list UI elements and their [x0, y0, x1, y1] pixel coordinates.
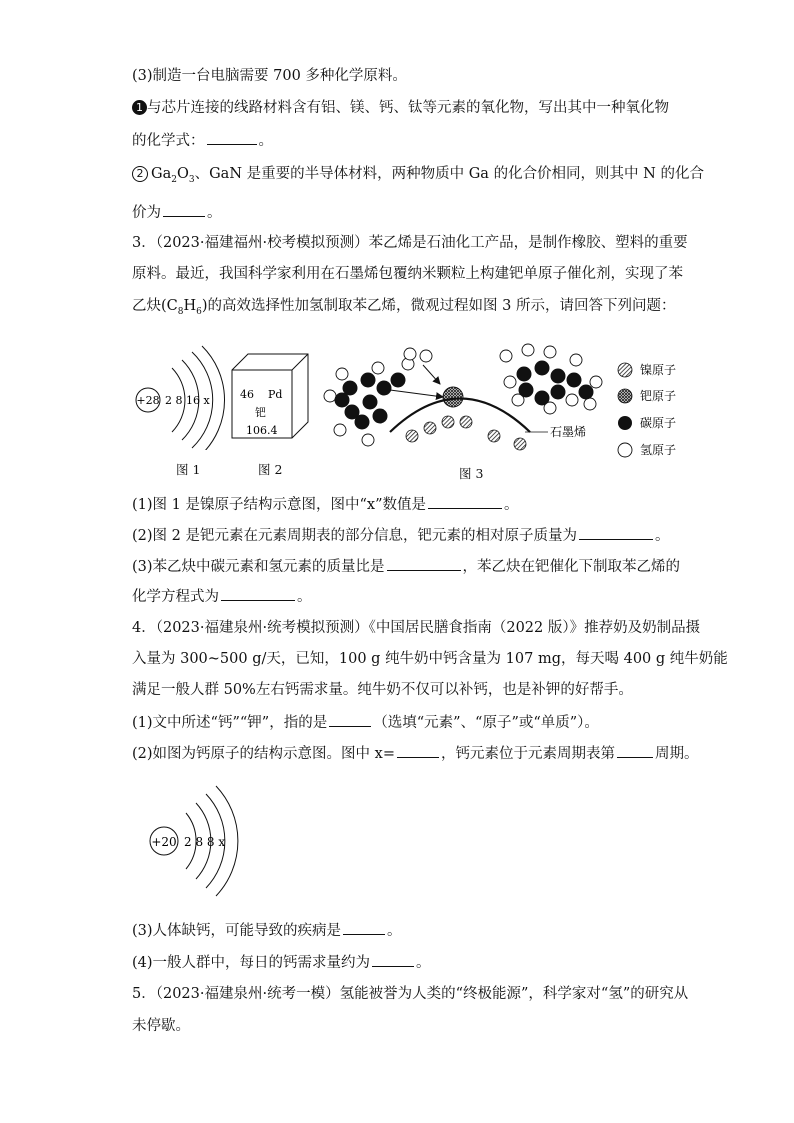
text-line: (2)图 2 是钯元素在元素周期表的部分信息，钯元素的相对原子质量为 。	[132, 525, 669, 546]
answer-blank[interactable]	[329, 712, 371, 727]
answer-blank[interactable]	[163, 202, 205, 217]
atom-legend	[614, 358, 694, 468]
hydrogen-atom	[584, 398, 596, 410]
circled-number: 1	[132, 100, 147, 115]
hydrogen-atom	[324, 390, 336, 402]
carbon-atom	[519, 383, 534, 398]
legend-label-hydrogen: 氢原子	[640, 443, 677, 457]
figure-caption: 图 2	[258, 462, 283, 477]
hydrogen-atom	[504, 376, 516, 388]
circled-number: 2	[132, 166, 148, 182]
carbon-atom	[391, 373, 406, 388]
answer-blank[interactable]	[221, 586, 295, 601]
answer-blank[interactable]	[579, 525, 653, 540]
carbon-atom	[567, 373, 582, 388]
carbon-atom	[373, 409, 388, 424]
answer-blank[interactable]	[397, 743, 439, 758]
question-heading: 4．（2023·福建泉州·统考模拟预测）《中国居民膳食指南（2022 版）》推荐奶及奶制品摄	[132, 620, 701, 636]
answer-blank[interactable]	[617, 743, 653, 758]
carbon-atom	[535, 391, 550, 406]
hydrogen-atom	[500, 350, 512, 362]
element-name: 钯	[255, 406, 266, 419]
text-line: 化学方程式为 。	[132, 586, 312, 607]
answer-blank[interactable]	[372, 952, 414, 967]
hydrogen-atom	[420, 350, 432, 362]
hydrogen-atom	[334, 424, 346, 436]
nickel-atom	[424, 422, 436, 434]
carbon-atom	[335, 393, 350, 408]
text-line: 1 与芯片连接的线路材料含有铝、镁、钙、钛等元素的氧化物，写出其中一种氧化物	[132, 98, 669, 118]
hydrogen-atom	[570, 354, 582, 366]
text-line: 2 $Ga_2O_3$、GaN 是重要的半导体材料，两种物质中 Ga 的化合价相同，则其中 N 的化合	[132, 164, 704, 190]
shell-electrons: 2 8 8 x	[184, 835, 226, 849]
answer-blank[interactable]	[343, 920, 385, 935]
hydrogen-atom	[544, 346, 556, 358]
atomic-number: 46	[240, 388, 254, 401]
carbon-atom	[551, 385, 566, 400]
text-line: 原料。最近，我国科学家利用在石墨烯包覆纳米颗粒上构建钯单原子催化剂，实现了苯	[132, 266, 683, 282]
palladium-element-cell	[230, 350, 310, 442]
answer-blank[interactable]	[387, 556, 461, 571]
legend-label-carbon: 碳原子	[640, 416, 677, 430]
answer-blank[interactable]	[207, 130, 257, 145]
nickel-atom	[488, 430, 500, 442]
graphene-label: 石墨烯	[550, 425, 587, 439]
text-line: 入量为 300~500 g/天，已知，100 g 纯牛奶中钙含量为 107 mg，每天喝 400 g 纯牛奶能	[132, 651, 728, 667]
legend-label-nickel: 镍原子	[640, 363, 677, 377]
carbon-atom	[579, 385, 594, 400]
nucleus-label: +20	[151, 835, 177, 849]
shell-electrons: 2 8 16 x	[165, 394, 210, 407]
text-line: (2)如图为钙原子的结构示意图。图中 x= ，钙元素位于元素周期表第 周期。	[132, 743, 698, 764]
text-line: (3)人体缺钙，可能导致的疾病是 。	[132, 920, 402, 941]
hydrogen-atom	[362, 434, 374, 446]
answer-blank[interactable]	[428, 494, 502, 509]
text-line: 满足一般人群 50%左右钙需求量。纯牛奶不仅可以补钙，也是补钾的好帮手。	[132, 682, 633, 698]
legend-label-palladium: 钯原子	[640, 389, 677, 403]
figure-caption: 图 1	[176, 462, 201, 477]
text-line: 未停歇。	[132, 1018, 190, 1034]
hydrogen-atom	[404, 348, 416, 360]
hydrogen-atom	[566, 394, 578, 406]
carbon-atom	[361, 373, 376, 388]
nickel-atom	[406, 430, 418, 442]
reaction-process-diagram	[320, 340, 610, 465]
text-line: (1)图 1 是镍原子结构示意图，图中“x”数值是 。	[132, 494, 519, 515]
nucleus-label: +28	[136, 394, 160, 407]
carbon-atom	[363, 395, 378, 410]
text-line: (1)文中所述“钙”“钾”，指的是 （选填“元素”、“原子”或“单质”）。	[132, 712, 599, 733]
carbon-atom	[517, 367, 532, 382]
figure-caption: 图 3	[459, 466, 484, 481]
hydrogen-atom	[336, 368, 348, 380]
hydrogen-atom	[590, 376, 602, 388]
element-symbol: Pd	[268, 388, 283, 401]
nickel-atom	[460, 416, 472, 428]
nickel-atom-diagram	[130, 340, 230, 450]
text-line: 乙炔$(C_8H_6)$的高效选择性加氢制取苯乙烯，微观过程如图 3 所示，请回答下列问题：	[132, 298, 676, 317]
text-line: 价为 。	[132, 202, 222, 223]
calcium-atom-diagram	[146, 780, 246, 900]
text-line: (3)苯乙炔中碳元素和氢元素的质量比是 ，苯乙炔在钯催化下制取苯乙烯的	[132, 556, 680, 577]
hydrogen-atom	[522, 344, 534, 356]
text-line: 的化学式： 。	[132, 130, 273, 151]
nickel-atom	[514, 438, 526, 450]
question-heading: 5．（2023·福建泉州·统考一模）氢能被誉为人类的“终极能源”，科学家对“氢”的研究从	[132, 986, 689, 1002]
nickel-atom	[442, 416, 454, 428]
question-heading: 3．（2023·福建福州·校考模拟预测）苯乙烯是石油化工产品，是制作橡胶、塑料的重要	[132, 235, 688, 251]
palladium-atom	[443, 387, 463, 407]
text-line: (4)一般人群中，每日的钙需求量约为 。	[132, 952, 431, 973]
carbon-atom	[377, 381, 392, 396]
hydrogen-atom	[372, 362, 384, 374]
carbon-atom	[355, 415, 370, 430]
text-line: (3)制造一台电脑需要 700 多种化学原料。	[132, 68, 407, 84]
carbon-atom	[551, 369, 566, 384]
atomic-mass: 106.4	[246, 424, 278, 437]
carbon-atom	[535, 361, 550, 376]
